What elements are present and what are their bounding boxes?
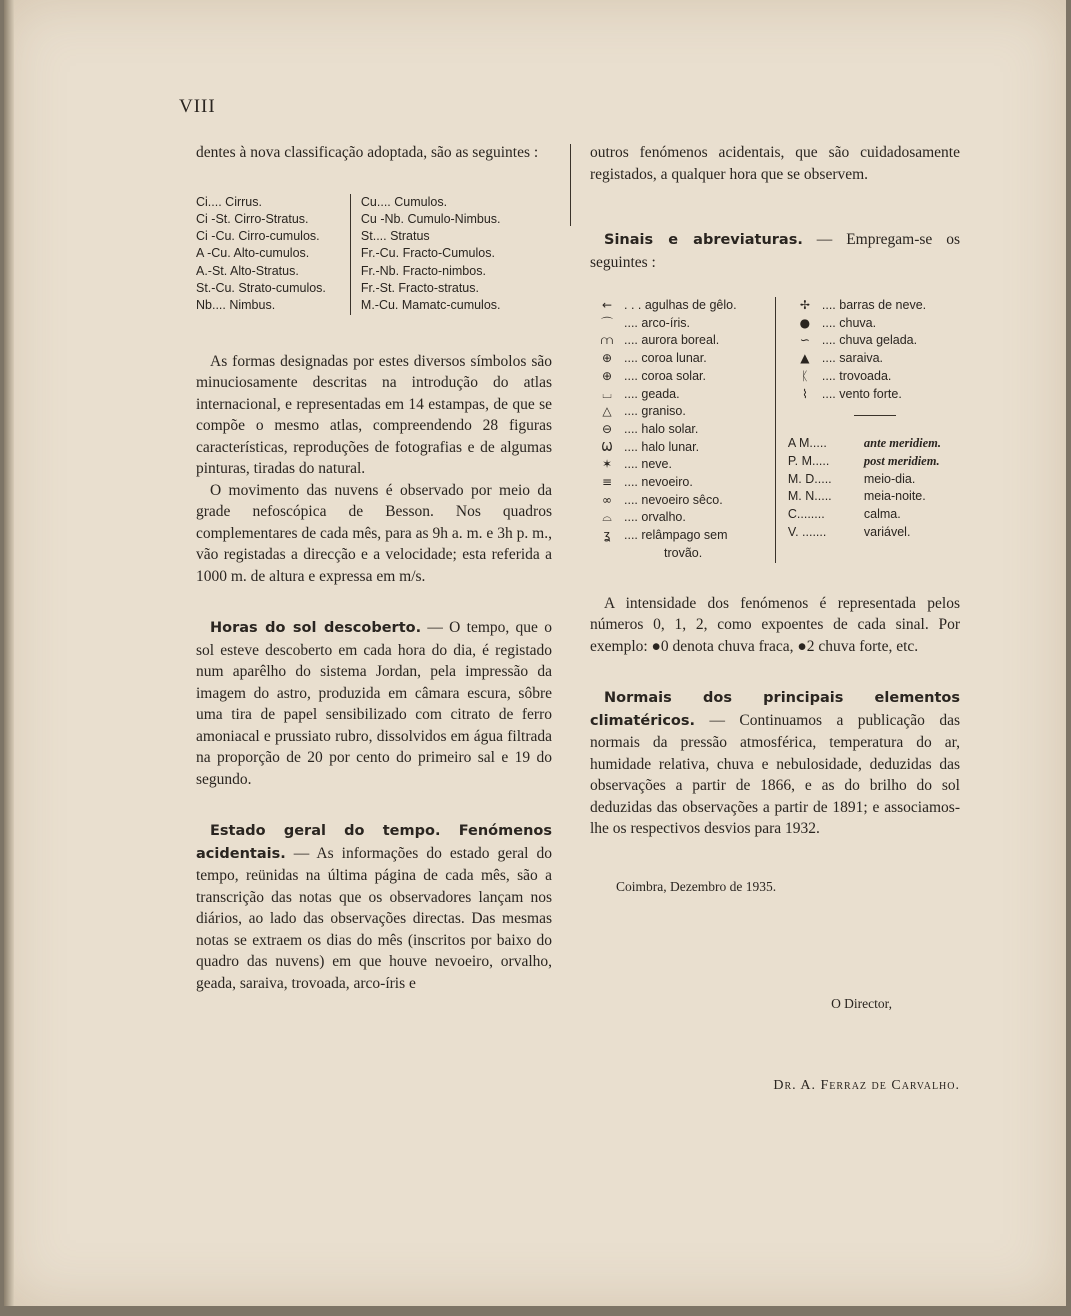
solar-corona-icon: ⊕ — [601, 368, 613, 383]
sign-row: ⌓ .... orvalho. — [590, 509, 775, 527]
sign-row: ⌇ .... vento forte. — [788, 386, 960, 404]
cloud-item: Nb.... Nimbus. — [196, 298, 276, 313]
binding-edge — [4, 0, 14, 1306]
abbreviation-row: M. N..... meia-noite. — [787, 489, 926, 504]
page-number: VIII — [179, 96, 216, 117]
sign-row: Ѡ .... halo lunar. — [590, 439, 775, 457]
divider-line — [854, 415, 896, 416]
paragraph-movement: O movimento das nuvens é observado por meio da grade nefoscópica de Besson. Nos quadros complementares de cada mês, para as 9h a. m. e 3h p. m., vão registadas a direcção e a velocidade; esta referida a 1000 m. de altura e expressa em m/s. — [196, 481, 552, 585]
sign-row: ✢ .... barras de neve. — [788, 297, 960, 315]
abbreviation-row: A M..... ante meridiem. — [787, 436, 941, 451]
abbreviation-row: C........ calma. — [787, 507, 901, 522]
text-normals: — Continuamos a publicação das normais da pressão atmosférica, temperatura do ar, humidade relativa, chuva e nebulosidade, deduzidas das observações a partir de 1866, e as do brilho do sol deduzidas das observações a partir de 1891; e associamos-lhe os respectivos desvios para 1932. — [590, 711, 960, 838]
cloud-item: A.-St. Alto-Stratus. — [196, 263, 299, 278]
section-general-weather — [196, 820, 552, 994]
sign-row: ⊖ .... halo solar. — [590, 421, 775, 439]
sign-row: ⌴ .... geada. — [590, 386, 775, 404]
sign-row: △ .... graniso. — [590, 403, 775, 421]
hail-icon: ▲ — [800, 351, 810, 366]
heading-signs: Sinais e abreviaturas. — [604, 232, 803, 248]
sign-row: ∞ .... nevoeiro sêco. — [590, 492, 775, 510]
page — [4, 0, 1066, 1306]
thunderstorm-icon: ᛕ — [801, 368, 809, 383]
cloud-item: Ci.... Cirrus. — [196, 194, 262, 209]
sign-row: ∽ .... chuva gelada. — [788, 332, 960, 350]
section-normals — [590, 687, 960, 840]
cloud-item: St.... Stratus — [360, 229, 430, 244]
director-title: O Director, — [831, 996, 892, 1012]
right-column — [590, 142, 960, 1096]
cloud-list-1 — [196, 194, 326, 315]
solar-halo-icon: ⊖ — [601, 421, 613, 436]
heading-normals: Normais dos principais elementos climatéricos. — [590, 690, 960, 729]
dry-fog-icon: ∞ — [602, 492, 612, 507]
section-sun-hours — [196, 617, 552, 790]
sign-row: ᛕ .... trovoada. — [788, 368, 960, 386]
paragraph-forms: As formas designadas por estes diversos símbolos são minuciosamente descritas na introdução do atlas internacional, e representadas em 14 estampas, de que se compõe o mesmo atlas, compreendendo 28 figuras características, reproduções de fotografias e de algumas pinturas, tiradas do natural. — [196, 352, 552, 478]
ice-needles-icon: ← — [601, 298, 613, 312]
cloud-item: A -Cu. Alto-cumulos. — [196, 246, 310, 261]
intro-text: dentes à nova classificação adoptada, são as seguintes : — [196, 144, 539, 161]
cloud-item: Cu -Nb. Cumulo-Nimbus. — [360, 211, 501, 226]
cloud-list-2 — [350, 194, 501, 315]
rainbow-icon: ⌒ — [600, 315, 613, 330]
heading-general-weather: Estado geral do tempo. Fenómenos acidentais. — [196, 823, 552, 862]
lunar-corona-icon: ⊕ — [601, 351, 613, 366]
signs-table — [590, 297, 960, 563]
place-date: Coimbra, Dezembro de 1935. — [616, 878, 777, 894]
signs-list-2 — [775, 297, 960, 563]
snow-bars-icon: ✢ — [799, 298, 810, 312]
sign-row: ● .... chuva. — [788, 315, 960, 333]
text-signs: — Empregam-se os seguintes : — [590, 231, 960, 271]
graupel-icon: △ — [602, 404, 612, 419]
sign-row: ← . . . agulhas de gêlo. — [590, 297, 775, 315]
cloud-item: Ci -Cu. Cirro-cumulos. — [196, 229, 320, 244]
text-sun-hours: — O tempo, que o sol esteve descoberto em cada hora do dia, é registado num aparêlho do sistema Jordan, pela impressão da imagem do astro, produzida em câmara escura, sôbre uma tira de papel sensibilizado com citrato de ferro amoniacal e prussiato rubro, dissolvidos em água filtrada na proporção de 20 por cento do primeiro sal e 19 do segundo. — [196, 619, 552, 788]
sign-row: ✶ .... neve. — [590, 456, 775, 474]
dew-icon: ⌓ — [602, 510, 612, 525]
paragraph-intensity: A intensidade dos fenómenos é representada pelos números 0, 1, 2, como expoentes de cada sinal. Por exemplo: ●0 denota chuva fraca, ●2 chuva forte, etc. — [590, 594, 960, 655]
sign-row: ʓ .... relâmpago sem — [590, 527, 775, 545]
sign-row: ▲ .... saraiva. — [788, 350, 960, 368]
left-column — [196, 142, 552, 994]
frost-icon: ⌴ — [602, 386, 612, 401]
column-divider — [570, 144, 571, 226]
fog-icon: ≡ — [601, 475, 613, 490]
cloud-item: Fr.-Nb. Fracto-nimbos. — [360, 263, 486, 278]
text-general-weather: — As informações do estado geral do tempo, reünidas na última página de cada mês, são a transcrição das notas que os observadores lançam nos diários, ao lado das observações directas. Das mesmas notas se extraem os dias do mês (inscritos por baixo do quadro das nuvens) em que houve nevoeiro, orvalho, geada, saraiva, trovoada, arco-íris e — [196, 844, 552, 992]
cloud-item: Fr.-St. Fracto-stratus. — [360, 280, 479, 295]
freezing-rain-icon: ∽ — [799, 333, 810, 348]
sign-row: ≡ .... nevoeiro. — [590, 474, 775, 492]
cloud-item: M.-Cu. Mamatc-cumulos. — [360, 298, 501, 313]
rain-icon: ● — [799, 315, 811, 330]
section-signs — [590, 229, 960, 273]
sign-row: ⌒ .... arco-íris. — [590, 315, 775, 333]
snow-icon: ✶ — [601, 457, 613, 472]
sign-row: ⊕ .... coroa lunar. — [590, 350, 775, 368]
signature: Dr. A. Ferraz de Carvalho. — [773, 1077, 960, 1093]
cloud-item: Fr.-Cu. Fracto-Cumulos. — [360, 246, 495, 261]
abbreviation-row: M. D..... meio-dia. — [787, 471, 916, 486]
continued-text: outros fenómenos acidentais, que são cuidadosamente registados, a qualquer hora que se observem. — [590, 144, 960, 183]
signs-list-1 — [590, 297, 775, 563]
lunar-halo-icon: Ѡ — [601, 439, 613, 454]
lightning-icon: ʓ — [603, 528, 611, 543]
cloud-abbreviation-table — [196, 194, 552, 315]
cloud-item: Ci -St. Cirro-Stratus. — [196, 211, 309, 226]
strong-wind-icon: ⌇ — [801, 386, 808, 401]
cloud-item: Cu.... Cumulos. — [360, 194, 448, 209]
sign-row: ⊕ .... coroa solar. — [590, 368, 775, 386]
sign-row: ⩋ .... aurora boreal. — [590, 332, 775, 350]
sign-continuation: trovão. — [664, 545, 703, 560]
abbreviation-row: V. ....... variável. — [787, 524, 911, 539]
aurora-icon: ⩋ — [600, 333, 614, 348]
heading-sun-hours: Horas do sol descoberto. — [210, 620, 422, 637]
cloud-item: St.-Cu. Strato-cumulos. — [196, 280, 326, 295]
abbreviation-row: P. M..... post meridiem. — [787, 453, 940, 468]
